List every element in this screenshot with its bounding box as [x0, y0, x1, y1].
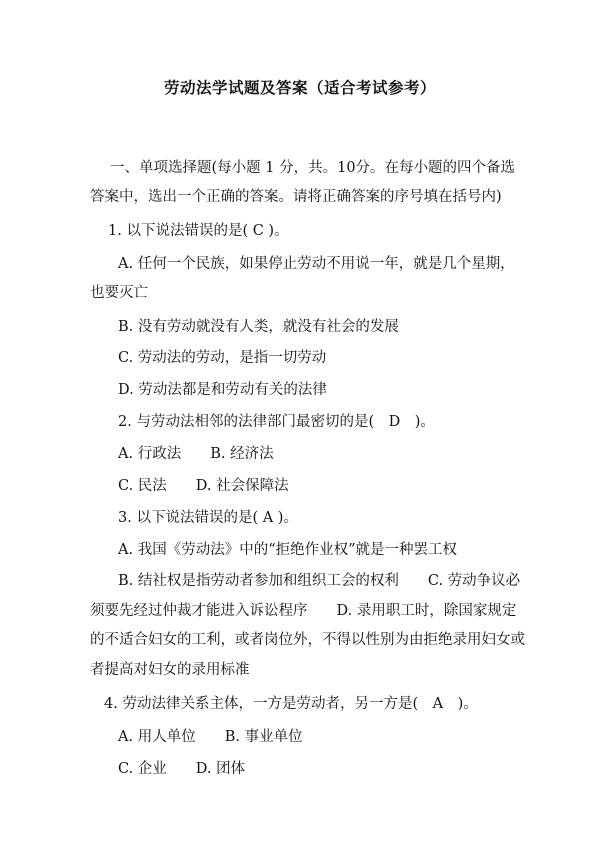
question-2-stem: 2. 与劳动法相邻的法律部门最密切的是( D )。: [118, 414, 435, 430]
question-1-stem: 1. 以下说法错误的是( C )。: [108, 223, 289, 239]
question-2-options-cd: C. 民法 D. 社会保障法: [118, 478, 289, 494]
question-3-option-a: A. 我国《劳动法》中的“拒绝作业权”就是一种罢工权: [118, 542, 458, 558]
document-title: 劳动法学试题及答案（适合考试参考）: [163, 79, 436, 97]
question-4-options-ab: A. 用人单位 B. 事业单位: [118, 729, 303, 745]
question-1-option-b: B. 没有劳动就没有人类，就没有社会的发展: [118, 319, 399, 335]
section-heading-line-1: 一、单项选择题(每小题 1 分，共。10分。在每小题的四个备选: [110, 160, 516, 176]
question-3-stem: 3. 以下说法错误的是( A )。: [118, 510, 298, 526]
question-3-options-line-2: 须要先经过仲裁才能进入诉讼程序 D. 录用职工时，除国家规定: [90, 603, 517, 619]
question-4-options-cd: C. 企业 D. 团体: [118, 761, 246, 777]
question-3-options-line-1: B. 结社权是指劳动者参加和组织工会的权利 C. 劳动争议必: [118, 573, 521, 589]
question-4-stem: 4. 劳动法律关系主体，一方是劳动者，另一方是( A )。: [104, 696, 478, 712]
question-1-option-a-line-2: 也要灭亡: [90, 285, 148, 301]
section-heading-line-2: 答案中，选出一个正确的答案。请将正确答案的序号填在括号内): [90, 189, 502, 205]
question-3-options-line-4: 者提高对妇女的录用标准: [90, 662, 250, 678]
question-3-options-line-3: 的不适合妇女的工利，或者岗位外，不得以性别为由拒绝录用妇女或: [90, 632, 525, 648]
question-1-option-a-line-1: A. 任何一个民族，如果停止劳动不用说一年，就是几个星期，: [118, 256, 515, 272]
question-1-option-d: D. 劳动法都是和劳动有关的法律: [118, 382, 327, 398]
question-2-options-ab: A. 行政法 B. 经济法: [118, 446, 274, 462]
question-1-option-c: C. 劳动法的劳动，是指一切劳动: [118, 350, 327, 366]
